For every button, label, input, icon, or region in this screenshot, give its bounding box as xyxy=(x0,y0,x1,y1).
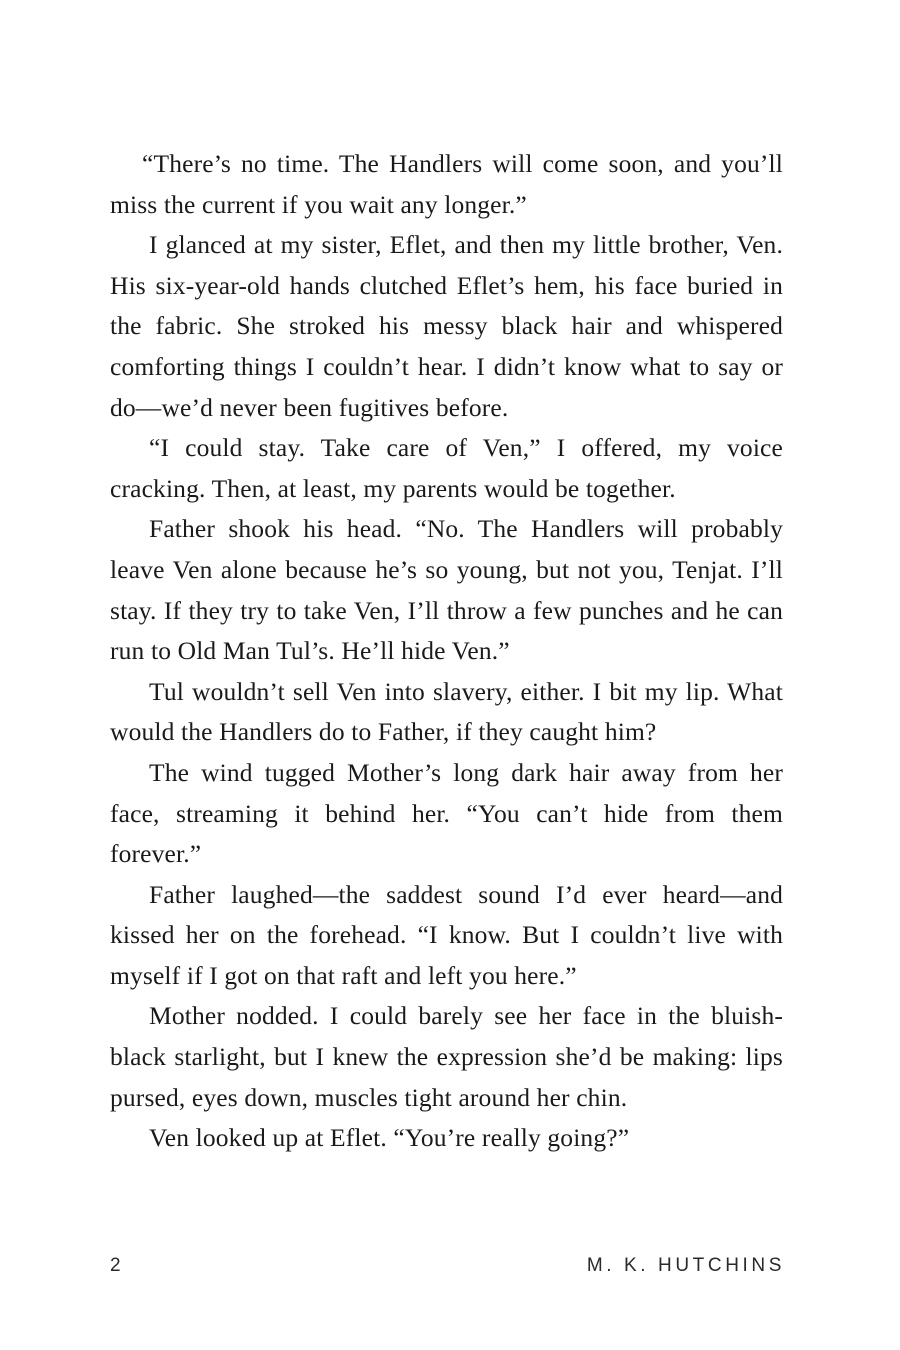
paragraph-8: Mother nodded. I could barely see her face in the bluish-black starlight, but I knew the expression she’d be making: lips pursed, eyes down, muscles tight around her chin. xyxy=(110,1001,783,1112)
author-running-head: M. K. HUTCHINS xyxy=(586,1255,785,1276)
paragraph-6: The wind tugged Mother’s long dark hair away from her face, streaming it behind her. “You can’t hide from them forever.” xyxy=(110,757,783,869)
paragraph-9: Ven looked up at Eflet. “You’re really going?” xyxy=(149,1123,630,1153)
paragraph-5: Tul wouldn’t sell Ven into slavery, either. I bit my lip. What would the Handlers do to Father, if they caught him? xyxy=(110,676,783,747)
page-number: 2 xyxy=(110,1255,121,1276)
paragraph-4: Father shook his head. “No. The Handlers will probably leave Ven alone because he’s so young, but not you, Tenjat. I’ll stay. If they try to take Ven, I’ll throw a few punches and he can run to Old Man Tul’s. He’ll hide Ven.” xyxy=(110,514,783,666)
paragraph-1: “There’s no time. The Handlers will come soon, and you’ll miss the current if you wait any longer.” xyxy=(110,149,783,219)
paragraph-2: I glanced at my sister, Eflet, and then my little brother, Ven. His six-year-old hands clutched Eflet’s hem, his face buried in the fabric. She stroked his messy black hair and whispered comforting things I couldn’t hear. I didn’t know what to say or do—we’d never been fugitives before. xyxy=(110,230,783,422)
page-footer xyxy=(110,1252,785,1280)
paragraph-3: “I could stay. Take care of Ven,” I offered, my voice cracking. Then, at least, my parents would be together. xyxy=(110,433,783,503)
paragraph-7: Father laughed—the saddest sound I’d ever heard—and kissed her on the forehead. “I know. But I couldn’t live with myself if I got on that raft and left you here.” xyxy=(110,879,783,990)
body-text xyxy=(110,144,783,1159)
